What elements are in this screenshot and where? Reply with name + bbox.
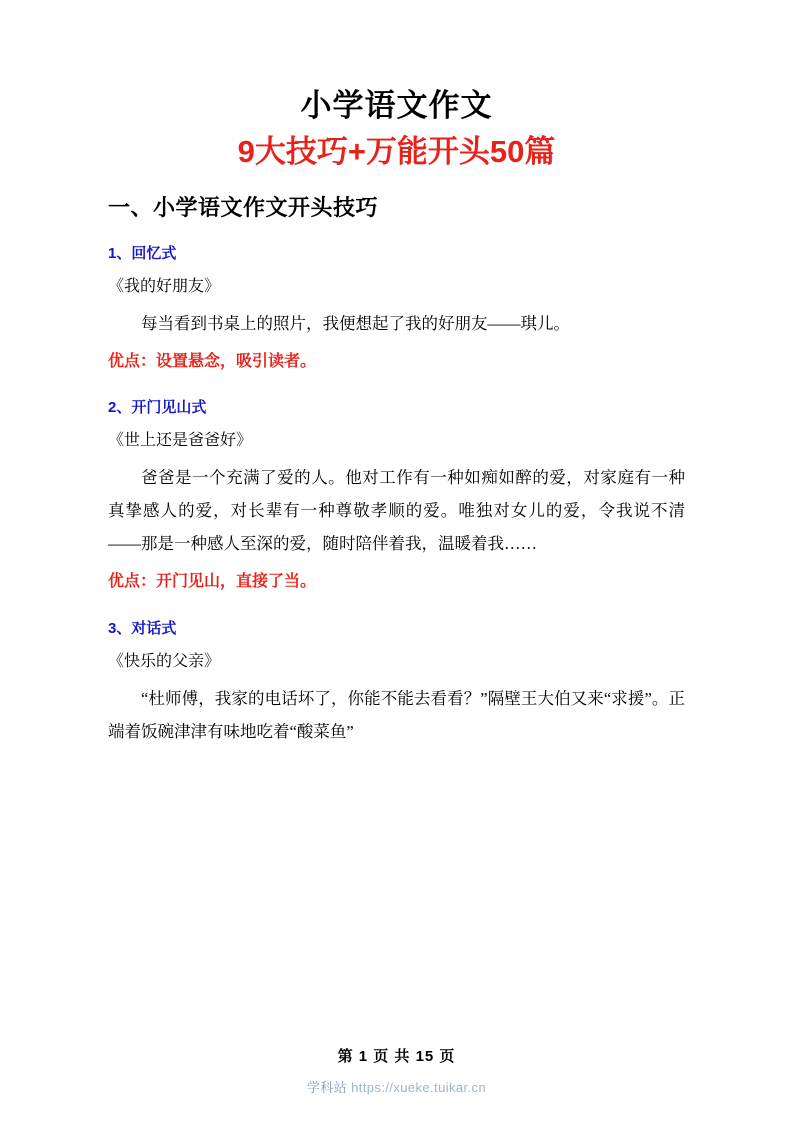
- merit-note: 优点：设置悬念，吸引读者。: [108, 352, 317, 370]
- watermark: [0, 1077, 793, 1096]
- work-title: 《快乐的父亲》: [108, 653, 221, 671]
- technique-item: [108, 396, 685, 597]
- page-footer: 第 1 页 共 15 页: [337, 1048, 456, 1065]
- technique-item: [108, 242, 685, 377]
- example-paragraph: “杜师傅，我家的电话坏了，你能不能去看看？”隔壁王大伯又来“求援”。正端着饭碗津津有味地吃着“酸菜鱼”: [108, 689, 685, 742]
- document-title-main: 小学语文作文: [300, 88, 493, 123]
- work-title: 《我的好朋友》: [108, 277, 221, 295]
- watermark-url: https://xueke.tuikar.cn: [351, 1080, 487, 1095]
- document-title-sub: 9大技巧+万能开头50篇: [237, 134, 556, 170]
- example-paragraph: 爸爸是一个充满了爱的人。他对工作有一种如痴如醉的爱，对家庭有一种真挚感人的爱，对长辈有一种尊敬孝顺的爱。唯独对女儿的爱，令我说不清——那是一种感人至深的爱，随时陪伴着我，温暖着我……: [108, 468, 685, 554]
- technique-title: 1、回忆式: [108, 244, 177, 262]
- example-paragraph: 每当看到书桌上的照片，我便想起了我的好朋友——琪儿。: [141, 313, 570, 333]
- technique-item: [108, 617, 685, 748]
- technique-title: 3、对话式: [108, 620, 177, 638]
- technique-title: 2、开门见山式: [108, 399, 207, 417]
- section-heading: 一、小学语文作文开头技巧: [108, 194, 379, 220]
- watermark-brand: 学科站: [306, 1080, 348, 1095]
- work-title: 《世上还是爸爸好》: [108, 432, 253, 450]
- merit-note: 优点：开门见山，直接了当。: [108, 573, 317, 591]
